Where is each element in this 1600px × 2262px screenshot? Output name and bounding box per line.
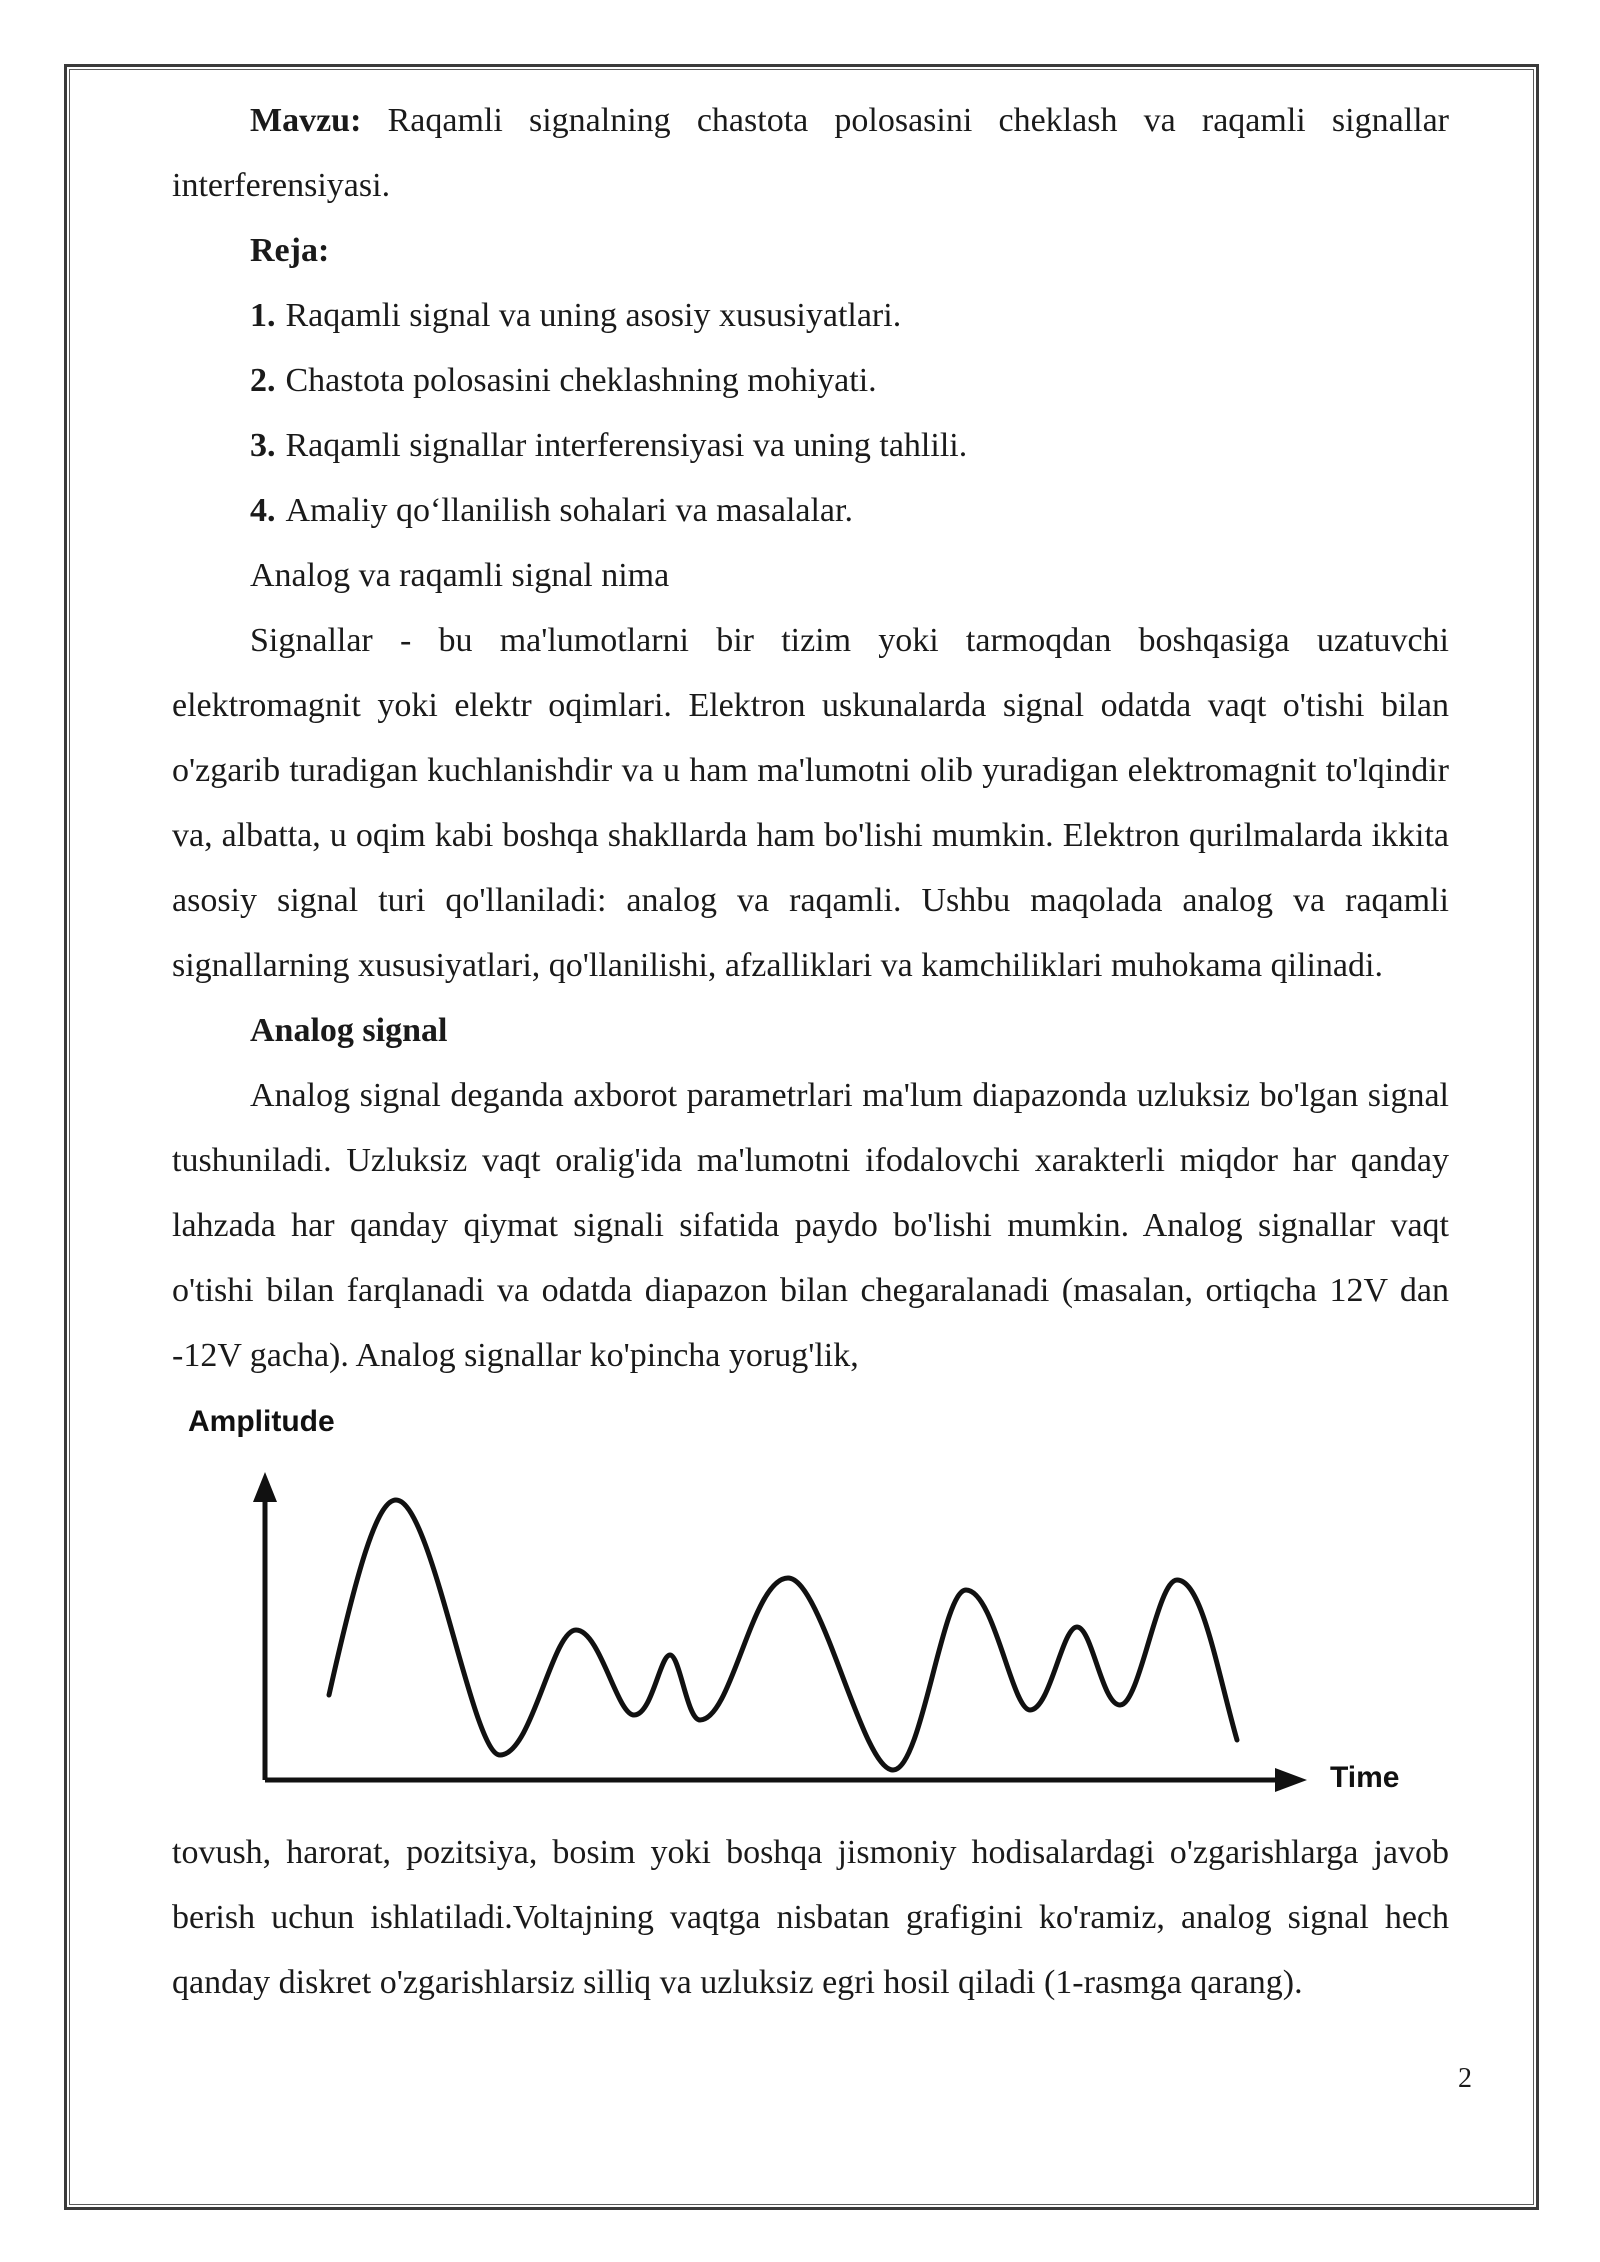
analog-heading: Analog signal: [250, 1012, 448, 1049]
plan-item: [172, 478, 1449, 543]
plan-item-text: Amaliy qo‘llanilish sohalari va masalalar.: [285, 492, 853, 529]
section-heading-intro: Analog va raqamli signal nima: [250, 557, 670, 594]
x-axis-label: Time: [1330, 1761, 1400, 1794]
plan-heading: [172, 218, 1449, 283]
plan-item: [172, 413, 1449, 478]
analog-signal-figure: [172, 1400, 1449, 1820]
plan-item-number: 2.: [250, 362, 276, 399]
page-number: 2: [1458, 2063, 1472, 2094]
plan-item-number: 3.: [250, 427, 276, 464]
paragraph-signals: Signallar - bu ma'lumotlarni bir tizim yoki tarmoqdan boshqasiga uzatuvchi elektromagnit yoki elektr oqimlari. Elektron uskunalarda signal odatda vaqt o'tishi bilan o'zgarib turadigan kuchlanishdir va u ham ma'lumotni olib yuradigan elektromagnit to'lqindir va, albatta, u oqim kabi boshqa shakllarda ham bo'lishi mumkin. Elektron qurilmalarda ikkita asosiy signal turi qo'llaniladi: analog va raqamli. Ushbu maqolada analog va raqamli signallarning xususiyatlari, qo'llanilishi, afzalliklari va kamchiliklari muhokama qilinadi.: [172, 622, 1449, 984]
plan-item-text: Raqamli signal va uning asosiy xususiyatlari.: [285, 297, 902, 334]
waveform-plot: [172, 1400, 1449, 1820]
y-axis-label: Amplitude: [188, 1405, 335, 1438]
topic-text: Raqamli signalning chastota polosasini cheklash va raqamli signallar interferensiyasi.: [172, 102, 1449, 204]
plan-item-number: 4.: [250, 492, 276, 529]
plan-item-text: Chastota polosasini cheklashning mohiyati.: [285, 362, 877, 399]
analog-waveform-curve: [329, 1500, 1237, 1770]
paragraph-analog-part2: tovush, harorat, pozitsiya, bosim yoki boshqa jismoniy hodisalardagi o'zgarishlarga javob berish uchun ishlatiladi.Voltajning vaqtga nisbatan grafigini ko'ramiz, analog signal hech qanday diskret o'zgarishlarsiz silliq va uzluksiz egri hosil qiladi (1-rasmga qarang).: [172, 1834, 1449, 2001]
plan-item-text: Raqamli signallar interferensiyasi va uning tahlili.: [285, 427, 968, 464]
plan-item: [172, 283, 1449, 348]
paragraph-analog-part1: Analog signal deganda axborot parametrlari ma'lum diapazonda uzluksiz bo'lgan signal tushuniladi. Uzluksiz vaqt oralig'ida ma'lumotni ifodalovchi xarakterli miqdor har qanday lahzada har qanday qiymat signali sifatida paydo bo'lishi mumkin. Analog signallar vaqt o'tishi bilan farqlanadi va odatda diapazon bilan chegaralanadi (masalan, ortiqcha 12V dan -12V gacha). Analog signallar ko'pincha yorug'lik,: [172, 1077, 1449, 1374]
topic-line: [172, 88, 1449, 218]
x-axis-arrow-icon: [1275, 1768, 1307, 1792]
y-axis-arrow-icon: [253, 1472, 277, 1502]
plan-item: [172, 348, 1449, 413]
section-heading-analog: [172, 998, 1449, 1063]
document-body: [172, 88, 1449, 2015]
plan-label: Reja:: [250, 232, 330, 269]
topic-label: Mavzu:: [250, 102, 362, 139]
plan-item-number: 1.: [250, 297, 276, 334]
